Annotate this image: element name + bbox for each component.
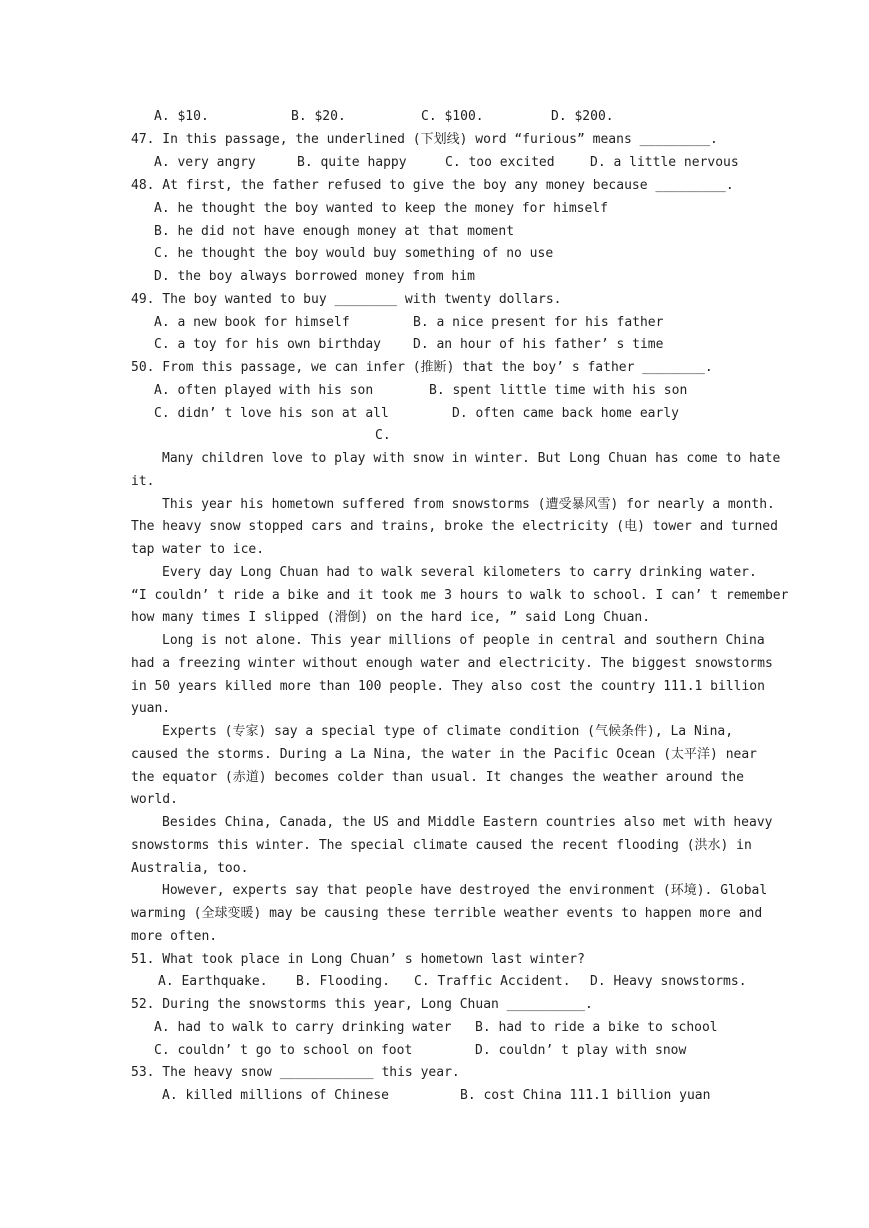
q53-option-a: A. killed millions of Chinese xyxy=(162,1088,389,1103)
passage-line: in 50 years killed more than 100 people. They also cost the country 111.1 billion xyxy=(131,679,765,694)
q53-option-b: B. cost China 111.1 billion yuan xyxy=(460,1088,711,1103)
passage-line: had a freezing winter without enough water and electricity. The biggest snowstorms xyxy=(131,656,773,671)
passage-line: more often. xyxy=(131,929,218,944)
q47-option-c: C. too excited xyxy=(445,155,555,170)
passage-line: Many children love to play with snow in winter. But Long Chuan has come to hate xyxy=(162,451,781,466)
q46-option-d: D. $200. xyxy=(551,109,614,124)
q47-option-d: D. a little nervous xyxy=(590,155,739,170)
q51-option-c: C. Traffic Accident. xyxy=(414,974,571,989)
passage-line: This year his hometown suffered from snowstorms (遭受暴风雪) for nearly a month. xyxy=(162,497,775,512)
q50-option-a: A. often played with his son xyxy=(154,383,374,398)
q49-option-c: C. a toy for his own birthday xyxy=(154,337,381,352)
q53-stem: 53. The heavy snow ____________ this year. xyxy=(131,1065,460,1080)
passage-line: it. xyxy=(131,474,155,489)
passage-line: Experts (专家) say a special type of climate condition (气候条件), La Nina, xyxy=(162,724,734,739)
q52-option-a: A. had to walk to carry drinking water xyxy=(154,1020,452,1035)
q50-option-c: C. didn’ t love his son at all xyxy=(154,406,389,421)
q52-option-c: C. couldn’ t go to school on foot xyxy=(154,1043,413,1058)
passage-line: Besides China, Canada, the US and Middle Eastern countries also met with heavy xyxy=(162,815,773,830)
passage-line: Long is not alone. This year millions of people in central and southern China xyxy=(162,633,765,648)
passage-line: However, experts say that people have destroyed the environment (环境). Global xyxy=(162,883,768,898)
q52-option-d: D. couldn’ t play with snow xyxy=(475,1043,687,1058)
passage-line: yuan. xyxy=(131,701,171,716)
q49-stem: 49. The boy wanted to buy ________ with twenty dollars. xyxy=(131,292,562,307)
q50-option-b: B. spent little time with his son xyxy=(429,383,688,398)
q50-stem: 50. From this passage, we can infer (推断) that the boy’ s father ________. xyxy=(131,360,713,375)
q47-option-a: A. very angry xyxy=(154,155,256,170)
passage-line: the equator (赤道) becomes colder than usual. It changes the weather around the xyxy=(131,770,744,785)
passage-line: “I couldn’ t ride a bike and it took me 3 hours to walk to school. I can’ t remember xyxy=(131,588,789,603)
q51-stem: 51. What took place in Long Chuan’ s hometown last winter? xyxy=(131,952,585,967)
q46-option-a: A. $10. xyxy=(154,109,209,124)
passage-line: how many times I slipped (滑倒) on the hard ice, ” said Long Chuan. xyxy=(131,610,651,625)
passage-line: Every day Long Chuan had to walk several kilometers to carry drinking water. xyxy=(162,565,757,580)
passage-line: warming (全球变暖) may be causing these terrible weather events to happen more and xyxy=(131,906,763,921)
q49-option-b: B. a nice present for his father xyxy=(413,315,664,330)
q51-option-a: A. Earthquake. xyxy=(158,974,268,989)
passage-line: snowstorms this winter. The special climate caused the recent flooding (洪水) in xyxy=(131,838,752,853)
q46-option-b: B. $20. xyxy=(291,109,346,124)
q48-stem: 48. At first, the father refused to give the boy any money because _________. xyxy=(131,178,734,193)
section-label: C. xyxy=(375,428,391,443)
q52-option-b: B. had to ride a bike to school xyxy=(475,1020,718,1035)
q50-option-d: D. often came back home early xyxy=(452,406,679,421)
q48-option-d: D. the boy always borrowed money from him xyxy=(154,269,475,284)
q47-option-b: B. quite happy xyxy=(297,155,407,170)
q52-stem: 52. During the snowstorms this year, Long Chuan __________. xyxy=(131,997,593,1012)
q48-option-c: C. he thought the boy would buy something of no use xyxy=(154,246,554,261)
q51-option-d: D. Heavy snowstorms. xyxy=(590,974,747,989)
passage-line: Australia, too. xyxy=(131,861,249,876)
q46-option-c: C. $100. xyxy=(421,109,484,124)
passage-line: The heavy snow stopped cars and trains, broke the electricity (电) tower and turned xyxy=(131,519,778,534)
q48-option-b: B. he did not have enough money at that moment xyxy=(154,224,515,239)
passage-line: caused the storms. During a La Nina, the water in the Pacific Ocean (太平洋) near xyxy=(131,747,757,762)
passage-line: world. xyxy=(131,792,178,807)
q49-option-a: A. a new book for himself xyxy=(154,315,350,330)
q47-stem: 47. In this passage, the underlined (下划线) word “furious” means _________. xyxy=(131,132,718,147)
q49-option-d: D. an hour of his father’ s time xyxy=(413,337,664,352)
q48-option-a: A. he thought the boy wanted to keep the money for himself xyxy=(154,201,608,216)
passage-line: tap water to ice. xyxy=(131,542,265,557)
q51-option-b: B. Flooding. xyxy=(296,974,390,989)
